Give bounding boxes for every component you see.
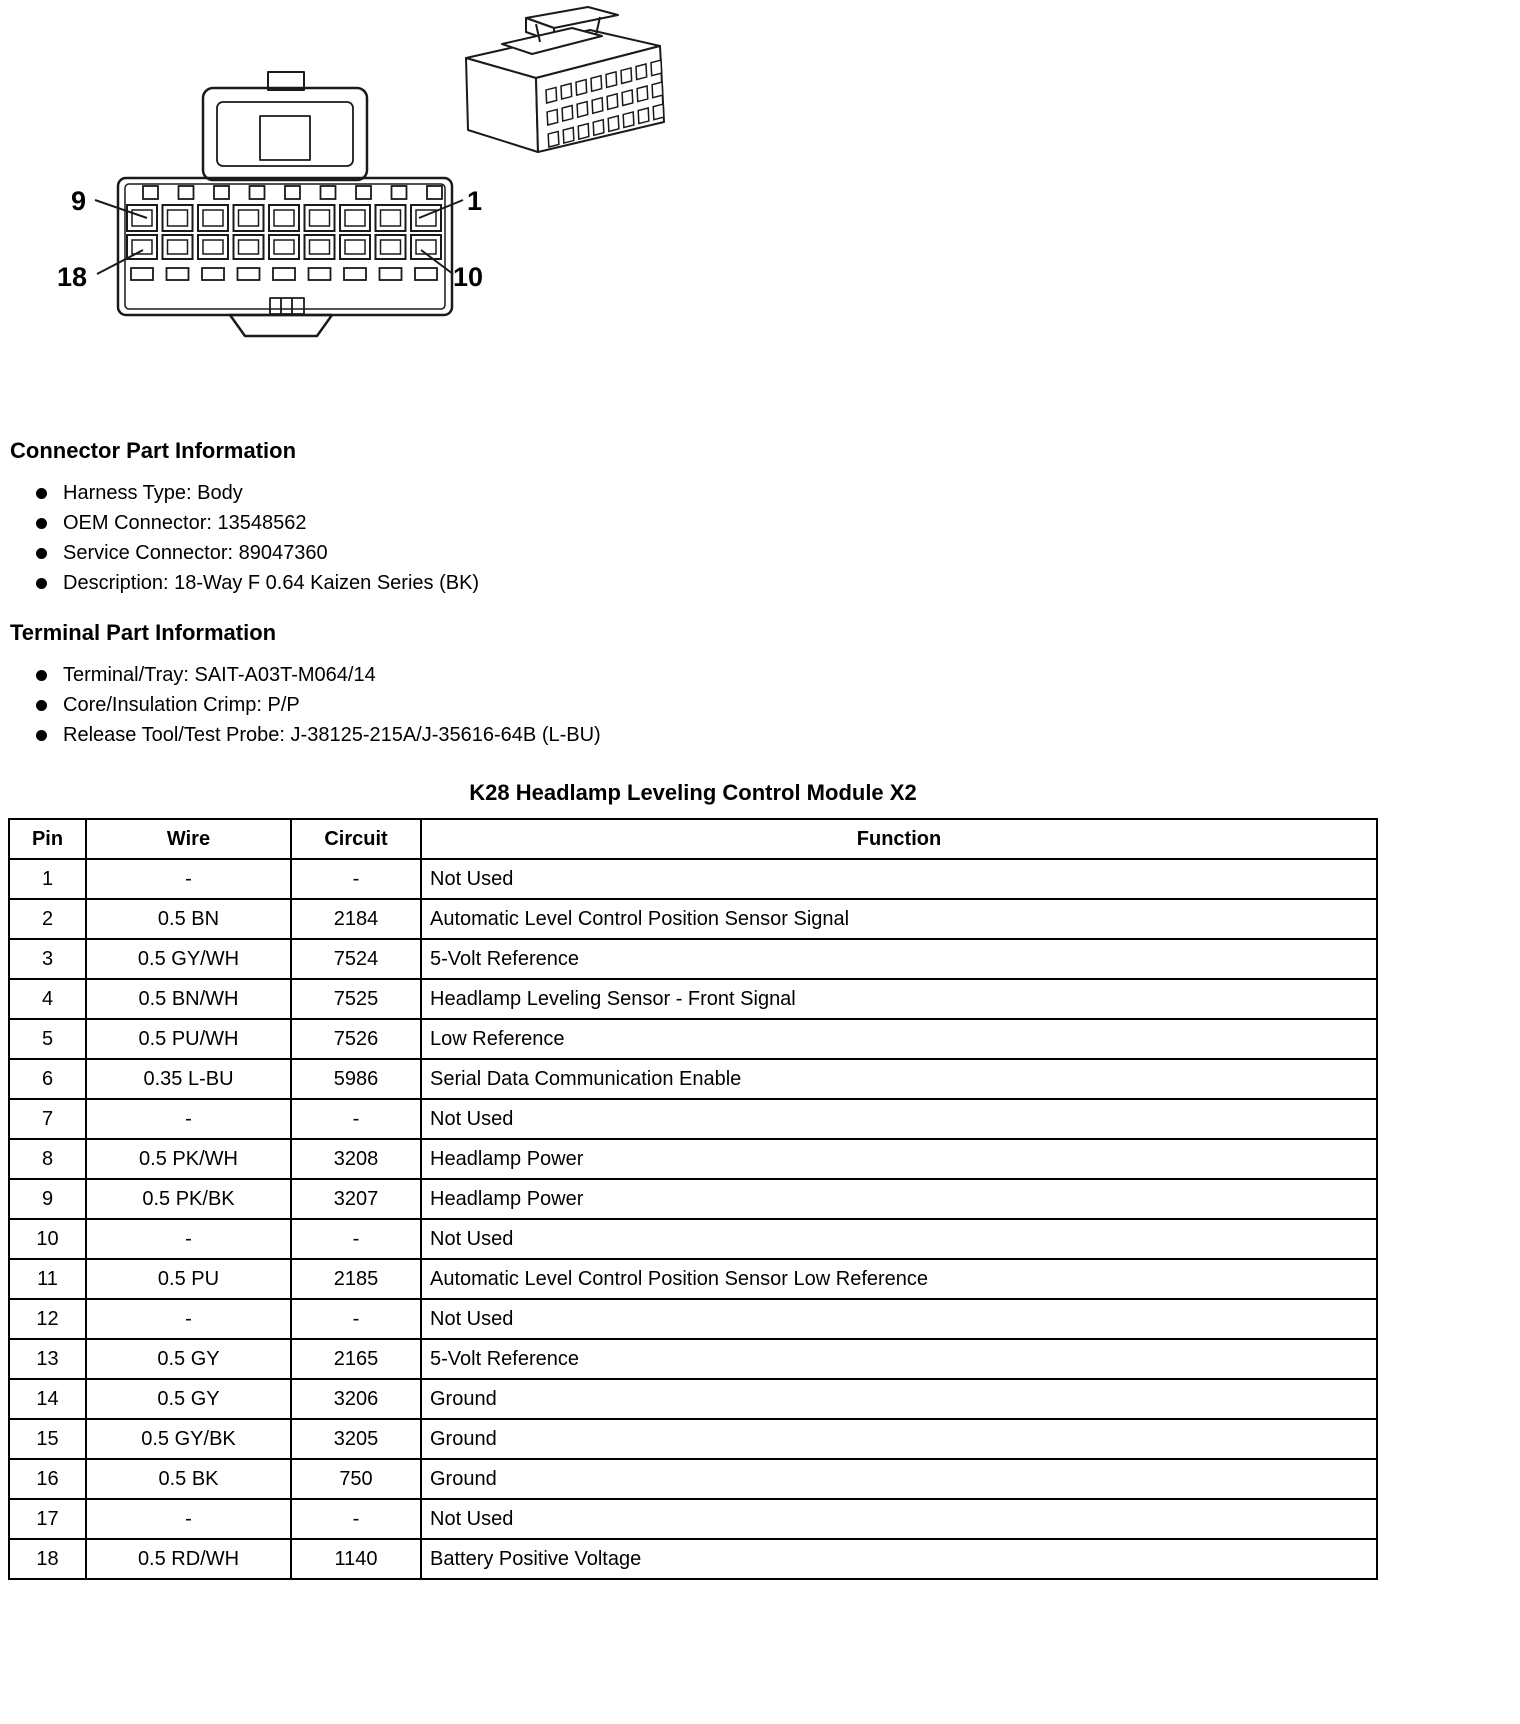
circuit-cell: 7526 <box>291 1019 421 1059</box>
terminal-cavity <box>250 186 265 199</box>
terminal-cavity <box>622 90 633 106</box>
table-row <box>9 1379 1377 1419</box>
pinout-table <box>8 818 1378 1580</box>
pin-cell: 12 <box>9 1299 86 1339</box>
circuit-cell: 3205 <box>291 1419 421 1459</box>
function-cell: 5-Volt Reference <box>421 1339 1377 1379</box>
pin-cell: 7 <box>9 1099 86 1139</box>
leader-line-pin18 <box>97 250 143 274</box>
pin-cell: 5 <box>9 1019 86 1059</box>
function-cell: Ground <box>421 1419 1377 1459</box>
table-row <box>9 859 1377 899</box>
terminal-cavity <box>652 82 663 98</box>
pin-cell: 3 <box>9 939 86 979</box>
table-row <box>9 1539 1377 1579</box>
table-row <box>9 979 1377 1019</box>
terminal-cavity <box>179 186 194 199</box>
terminal-cavity <box>546 87 557 103</box>
pin-cell: 6 <box>9 1059 86 1099</box>
document-content <box>0 438 1520 1580</box>
terminal-cavity <box>167 268 189 280</box>
terminal-cavity <box>636 64 647 80</box>
list-item-service-connector: Service Connector: 89047360 <box>36 538 1520 568</box>
terminal-cavity <box>203 210 223 226</box>
terminal-cavity <box>309 268 331 280</box>
circuit-cell: 1140 <box>291 1539 421 1579</box>
function-cell: Not Used <box>421 1299 1377 1339</box>
pin-cell: 18 <box>9 1539 86 1579</box>
pin-cell: 10 <box>9 1219 86 1259</box>
pin-cell: 2 <box>9 899 86 939</box>
connector-info-list <box>0 478 1520 598</box>
table-row <box>9 1019 1377 1059</box>
circuit-cell: - <box>291 859 421 899</box>
wire-cell: - <box>86 1099 291 1139</box>
wire-cell: 0.5 PK/WH <box>86 1139 291 1179</box>
table-row <box>9 1139 1377 1179</box>
terminal-cavity <box>608 116 619 132</box>
terminal-cavity <box>132 240 152 254</box>
pinout-table-header <box>9 819 1377 859</box>
table-row <box>9 1419 1377 1459</box>
connector-diagram-area <box>0 0 1520 435</box>
list-item-release-tool: Release Tool/Test Probe: J-38125-215A/J-35616-64B (L-BU) <box>36 720 1520 750</box>
wire-cell: 0.5 BN <box>86 899 291 939</box>
function-cell: Low Reference <box>421 1019 1377 1059</box>
terminal-cavity <box>310 210 330 226</box>
terminal-cavity <box>621 68 632 84</box>
function-cell: Headlamp Power <box>421 1179 1377 1219</box>
pin-cell: 11 <box>9 1259 86 1299</box>
terminal-cavity <box>273 268 295 280</box>
wire-cell: - <box>86 1219 291 1259</box>
function-cell: Automatic Level Control Position Sensor Low Reference <box>421 1259 1377 1299</box>
circuit-cell: - <box>291 1099 421 1139</box>
terminal-cavity <box>416 240 436 254</box>
pin-cell: 14 <box>9 1379 86 1419</box>
terminal-cavity <box>321 186 336 199</box>
function-cell: Battery Positive Voltage <box>421 1539 1377 1579</box>
terminal-cavity <box>651 60 662 76</box>
terminal-cavity <box>653 104 664 120</box>
terminal-cavity <box>593 120 604 136</box>
wire-cell: 0.5 PU <box>86 1259 291 1299</box>
table-row <box>9 939 1377 979</box>
circuit-cell: 7524 <box>291 939 421 979</box>
terminal-cavity <box>239 240 259 254</box>
terminal-cavity <box>591 76 602 92</box>
circuit-cell: 7525 <box>291 979 421 1019</box>
terminal-info-heading: Terminal Part Information <box>10 620 277 645</box>
terminal-cavity <box>576 80 587 96</box>
wire-cell: - <box>86 1299 291 1339</box>
terminal-cavity <box>345 240 365 254</box>
function-cell: Automatic Level Control Position Sensor Signal <box>421 899 1377 939</box>
connector-info-heading: Connector Part Information <box>10 438 297 463</box>
function-cell: Headlamp Leveling Sensor - Front Signal <box>421 979 1377 1019</box>
header-circuit: Circuit <box>291 819 421 859</box>
pin-label-10: 10 <box>453 262 484 292</box>
terminal-cavity <box>380 268 402 280</box>
wire-cell: 0.5 GY/WH <box>86 939 291 979</box>
function-cell: 5-Volt Reference <box>421 939 1377 979</box>
wire-cell: - <box>86 1499 291 1539</box>
terminal-cavity <box>415 268 437 280</box>
pin-cell: 1 <box>9 859 86 899</box>
circuit-cell: 3208 <box>291 1139 421 1179</box>
wire-cell: 0.5 BN/WH <box>86 979 291 1019</box>
terminal-cavity <box>427 186 442 199</box>
pin-cell: 9 <box>9 1179 86 1219</box>
table-row <box>9 1179 1377 1219</box>
pin-cell: 8 <box>9 1139 86 1179</box>
pin-cell: 15 <box>9 1419 86 1459</box>
function-cell: Not Used <box>421 1219 1377 1259</box>
terminal-cavity <box>274 210 294 226</box>
pin-leader-lines <box>95 200 463 274</box>
wire-cell: 0.5 GY/BK <box>86 1419 291 1459</box>
table-row <box>9 1059 1377 1099</box>
wire-cell: 0.5 GY <box>86 1379 291 1419</box>
pin-cell: 17 <box>9 1499 86 1539</box>
wire-cell: 0.5 PK/BK <box>86 1179 291 1219</box>
function-cell: Ground <box>421 1459 1377 1499</box>
table-row <box>9 1339 1377 1379</box>
terminal-cavity <box>214 186 229 199</box>
list-item-description: Description: 18-Way F 0.64 Kaizen Series (BK) <box>36 568 1520 598</box>
terminal-cavity <box>638 108 649 124</box>
table-row <box>9 1299 1377 1339</box>
terminal-cavity <box>238 268 260 280</box>
list-item-harness-type: Harness Type: Body <box>36 478 1520 508</box>
pin-label-1: 1 <box>467 186 483 216</box>
wire-cell: 0.5 PU/WH <box>86 1019 291 1059</box>
wire-cell: 0.5 GY <box>86 1339 291 1379</box>
table-row <box>9 1459 1377 1499</box>
list-item-terminal-tray: Terminal/Tray: SAIT-A03T-M064/14 <box>36 660 1520 690</box>
circuit-cell: 3207 <box>291 1179 421 1219</box>
circuit-cell: 2184 <box>291 899 421 939</box>
terminal-cavity <box>637 86 648 102</box>
terminal-cavity <box>143 186 158 199</box>
terminal-cavity <box>592 98 603 114</box>
function-cell: Not Used <box>421 859 1377 899</box>
terminal-cavity <box>345 210 365 226</box>
pin-cell: 4 <box>9 979 86 1019</box>
function-cell: Not Used <box>421 1499 1377 1539</box>
terminal-cavity <box>202 268 224 280</box>
pinout-table-body <box>9 859 1377 1579</box>
circuit-cell: - <box>291 1219 421 1259</box>
header-pin: Pin <box>9 819 86 859</box>
pin-cell: 13 <box>9 1339 86 1379</box>
function-cell: Serial Data Communication Enable <box>421 1059 1377 1099</box>
pin-label-9: 9 <box>71 186 87 216</box>
table-row <box>9 1259 1377 1299</box>
pin-cell: 16 <box>9 1459 86 1499</box>
terminal-cavity <box>578 124 589 140</box>
header-function: Function <box>421 819 1377 859</box>
circuit-cell: 3206 <box>291 1379 421 1419</box>
header-wire: Wire <box>86 819 291 859</box>
leader-line-pin9 <box>95 200 147 218</box>
terminal-cavities <box>127 186 442 280</box>
terminal-cavity <box>203 240 223 254</box>
table-row <box>9 1499 1377 1539</box>
terminal-cavity <box>606 72 617 88</box>
table-row <box>9 899 1377 939</box>
terminal-cavity <box>168 210 188 226</box>
terminal-cavity <box>344 268 366 280</box>
wire-cell: 0.35 L-BU <box>86 1059 291 1099</box>
function-cell: Headlamp Power <box>421 1139 1377 1179</box>
terminal-cavity <box>285 186 300 199</box>
function-cell: Ground <box>421 1379 1377 1419</box>
terminal-cavity <box>563 128 574 144</box>
circuit-cell: 5986 <box>291 1059 421 1099</box>
terminal-info-list <box>0 660 1520 750</box>
terminal-cavity <box>356 186 371 199</box>
header-row <box>9 819 1377 859</box>
terminal-cavity <box>548 131 559 147</box>
table-row <box>9 1219 1377 1259</box>
pin-label-18: 18 <box>57 262 88 292</box>
terminal-cavity <box>562 106 573 122</box>
terminal-cavity <box>168 240 188 254</box>
terminal-cavity <box>274 240 294 254</box>
circuit-cell: - <box>291 1299 421 1339</box>
wire-cell: 0.5 RD/WH <box>86 1539 291 1579</box>
terminal-cavity <box>310 240 330 254</box>
circuit-cell: 750 <box>291 1459 421 1499</box>
function-cell: Not Used <box>421 1099 1377 1139</box>
pinout-table-title: K28 Headlamp Leveling Control Module X2 <box>469 780 917 805</box>
connector-keying-feature <box>230 315 332 336</box>
wire-cell: - <box>86 859 291 899</box>
wire-cell: 0.5 BK <box>86 1459 291 1499</box>
list-item-oem-connector: OEM Connector: 13548562 <box>36 508 1520 538</box>
terminal-cavity <box>577 102 588 118</box>
terminal-cavity <box>607 94 618 110</box>
terminal-cavity <box>381 210 401 226</box>
terminal-cavity <box>131 268 153 280</box>
terminal-cavity <box>239 210 259 226</box>
terminal-cavity <box>132 210 152 226</box>
circuit-cell: 2185 <box>291 1259 421 1299</box>
list-item-crimp: Core/Insulation Crimp: P/P <box>36 690 1520 720</box>
circuit-cell: - <box>291 1499 421 1539</box>
terminal-cavity <box>561 84 572 100</box>
terminal-cavity <box>392 186 407 199</box>
connector-isometric-view-diagram <box>440 2 675 167</box>
terminal-cavity <box>381 240 401 254</box>
terminal-cavity <box>623 112 634 128</box>
terminal-cavity <box>547 109 558 125</box>
circuit-cell: 2165 <box>291 1339 421 1379</box>
table-row <box>9 1099 1377 1139</box>
